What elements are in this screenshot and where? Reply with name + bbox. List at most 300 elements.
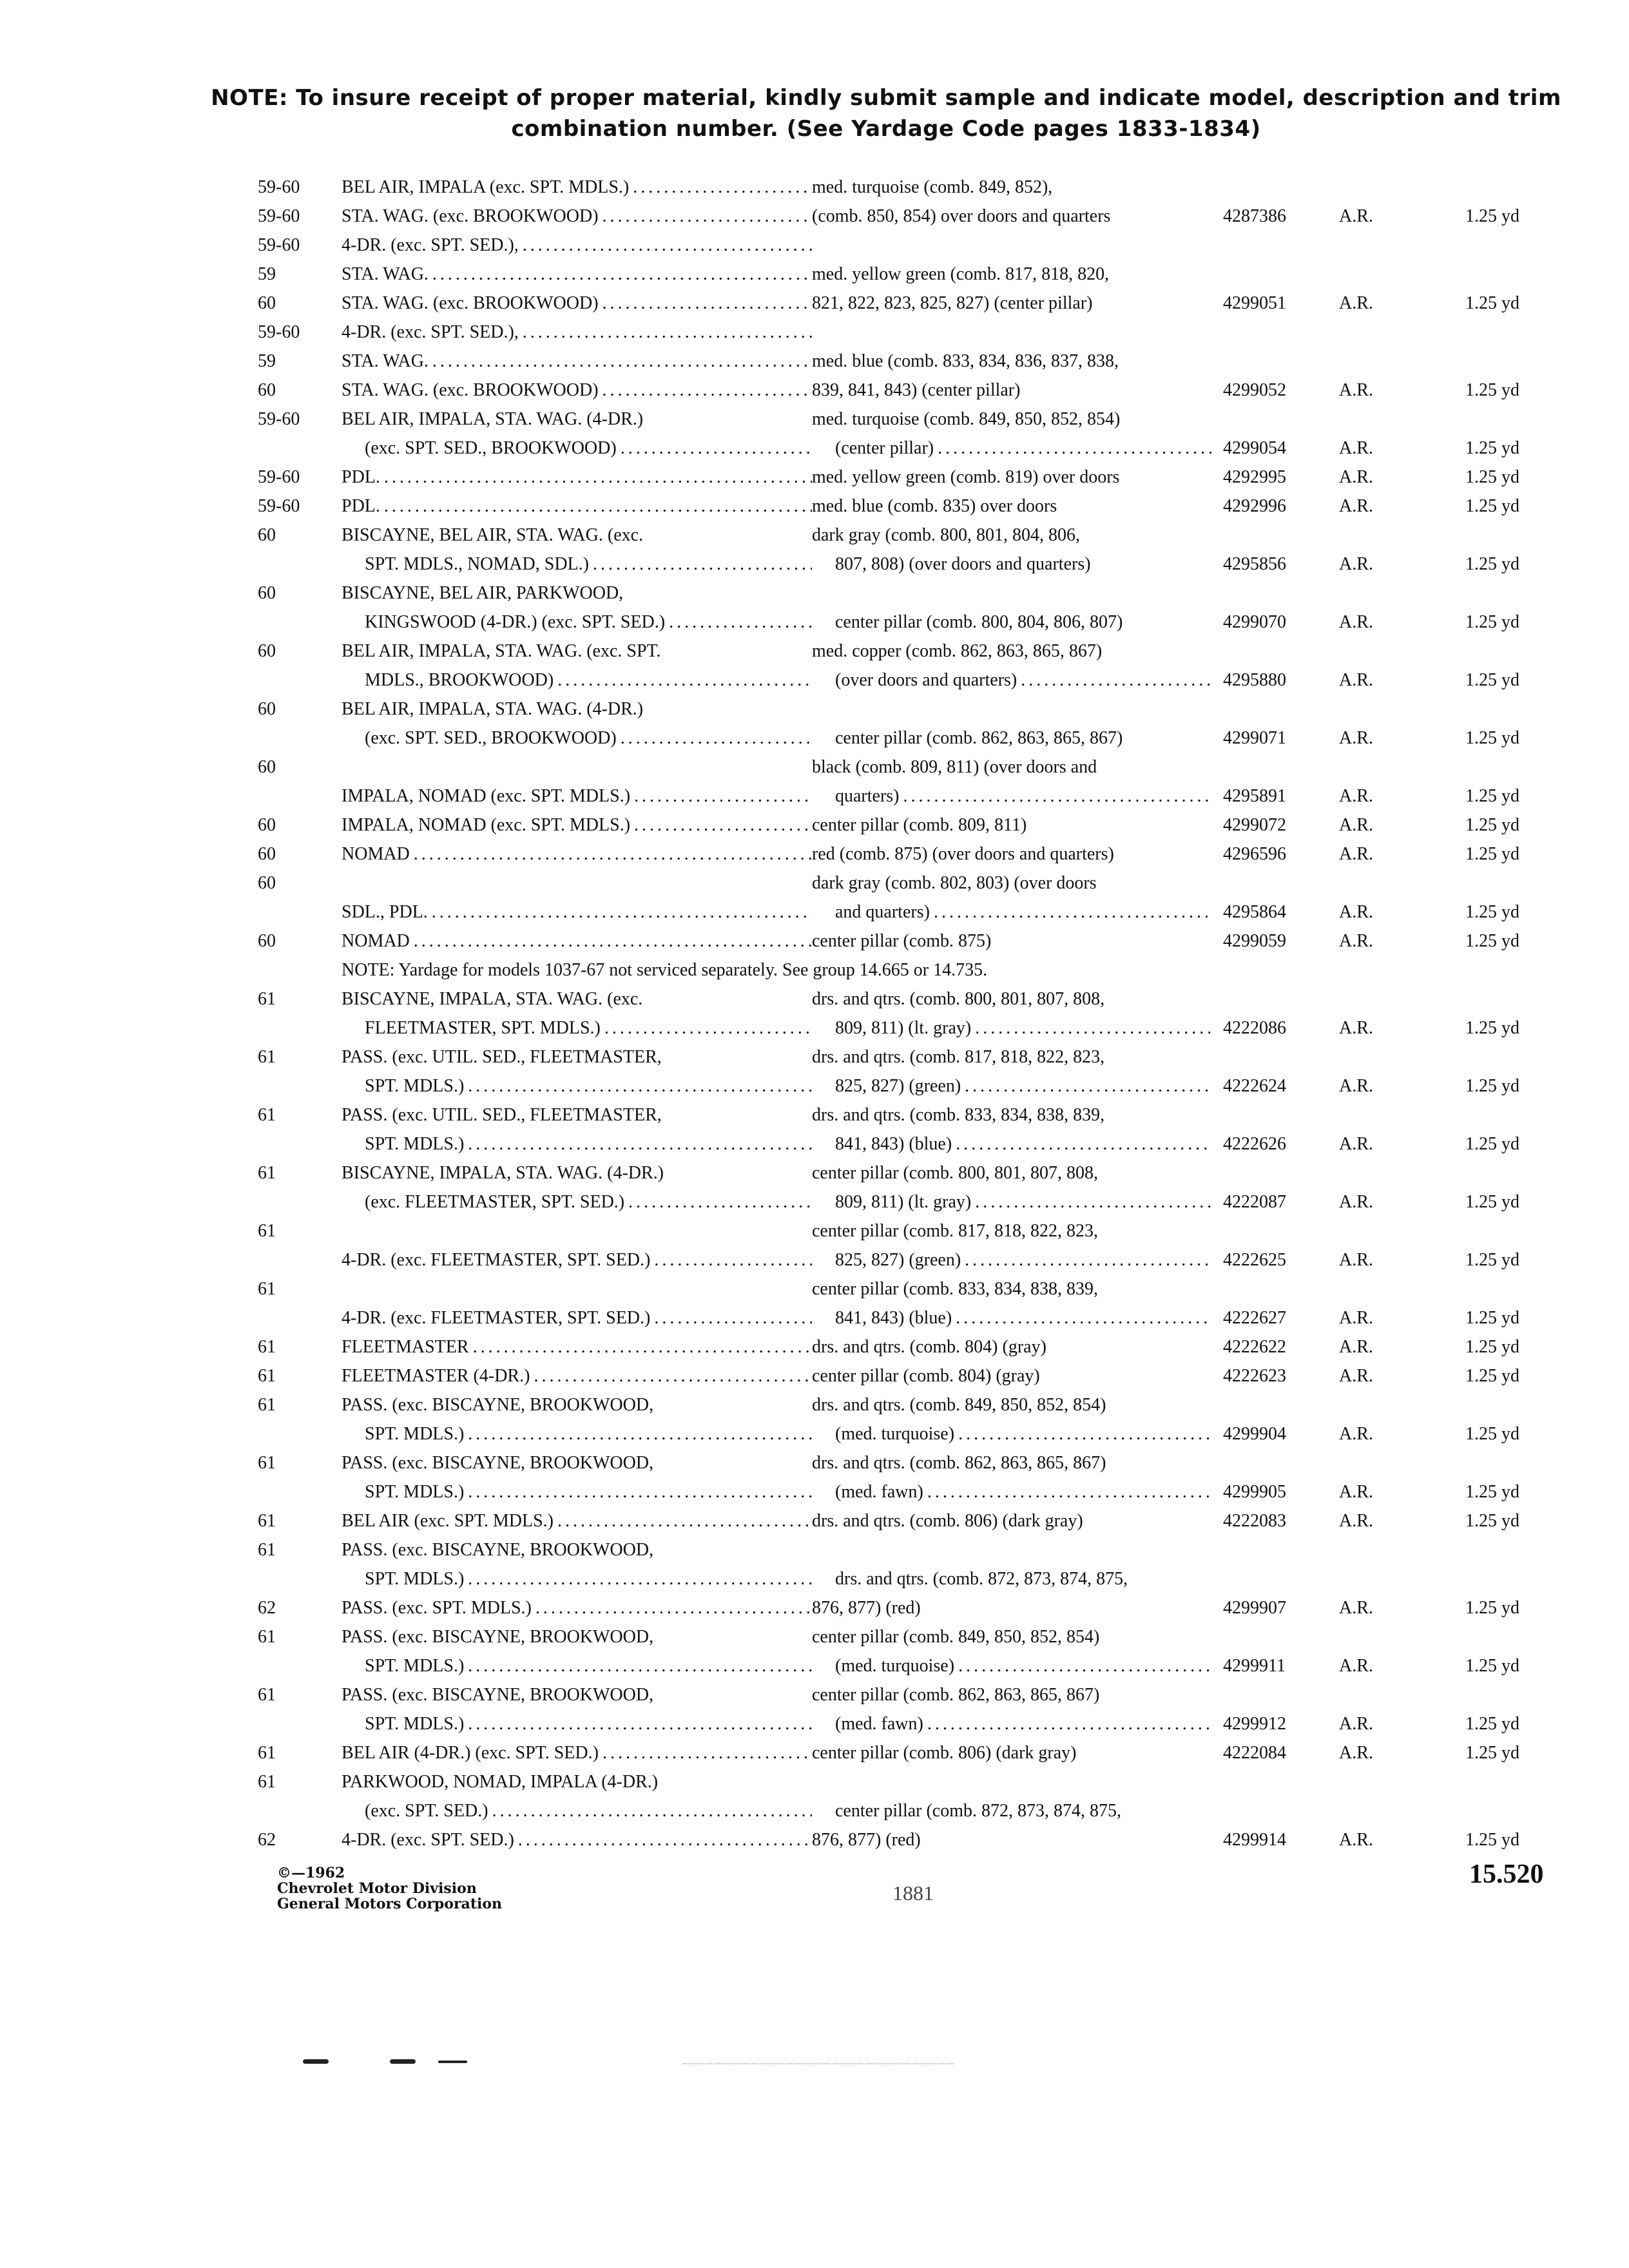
description-cell (812, 637, 1211, 695)
quantity: A.R. (1339, 1830, 1373, 1850)
model-text: PASS. (exc. BISCAYNE, BROOKWOOD, (342, 1540, 654, 1560)
model-cell (342, 579, 812, 637)
description-text: center pillar (comb. 875) (812, 931, 992, 951)
description-text: med. turquoise (comb. 849, 852), (812, 177, 1053, 197)
yardage: 1.25 yd (1465, 1656, 1519, 1676)
table-row (258, 1448, 1553, 1506)
quantity: A.R. (1339, 1308, 1373, 1328)
table-row (258, 985, 1553, 1043)
yardage: 1.25 yd (1465, 293, 1519, 313)
yardage: 1.25 yd (1465, 1337, 1519, 1357)
quantity: A.R. (1339, 612, 1373, 632)
scan-mark (390, 2059, 416, 2064)
dot-leader (589, 550, 812, 579)
dot-leader (519, 231, 812, 260)
model-cell (342, 347, 812, 376)
description-cell (812, 1361, 1211, 1390)
part-number: 4299072 (1223, 815, 1286, 835)
yardage: 1.25 yd (1465, 1192, 1519, 1212)
description-cell (812, 405, 1211, 463)
description-text: (over doors and quarters) (835, 670, 1017, 690)
model-line (342, 289, 812, 318)
description-cell (812, 811, 1211, 840)
part-number: 4292995 (1223, 467, 1286, 487)
description-line (812, 637, 1211, 666)
year-cell: 60 (258, 844, 276, 864)
dot-leader (961, 1072, 1211, 1100)
description-text: 876, 877) (red) (812, 1830, 921, 1850)
dot-leader (428, 898, 812, 927)
model-cell (342, 521, 812, 579)
model-cell (342, 927, 812, 956)
model-cell (342, 231, 812, 260)
description-text: (comb. 850, 854) over doors and quarters (812, 206, 1111, 226)
description-cell (812, 1593, 1211, 1622)
part-number: 4299905 (1223, 1482, 1286, 1502)
quantity: A.R. (1339, 1714, 1373, 1734)
scan-mark (438, 2061, 467, 2063)
model-line (342, 1796, 812, 1825)
model-line (342, 202, 812, 231)
year-cell: 61 (258, 1540, 276, 1560)
dot-leader (488, 1796, 812, 1825)
part-number: 4222622 (1223, 1337, 1286, 1357)
division-name: Chevrolet Motor Division (277, 1880, 477, 1897)
description-cell (812, 1216, 1211, 1274)
model-text: IMPALA, NOMAD (exc. SPT. MDLS.) (342, 786, 631, 806)
description-line (812, 405, 1211, 434)
model-line (342, 1564, 812, 1593)
model-cell (342, 1622, 812, 1680)
description-text: center pillar (comb. 849, 850, 852, 854) (812, 1627, 1100, 1647)
description-text: drs. and qtrs. (comb. 800, 801, 807, 808, (812, 989, 1105, 1009)
description-line (812, 173, 1211, 202)
quantity: A.R. (1339, 1598, 1373, 1618)
description-cell (812, 579, 1211, 637)
description-text: center pillar (comb. 800, 804, 806, 807) (835, 612, 1123, 632)
description-text: (med. turquoise) (835, 1656, 955, 1676)
year-cell: 61 (258, 1221, 276, 1241)
table-row (258, 1332, 1553, 1361)
yardage: 1.25 yd (1465, 1830, 1519, 1850)
model-line (342, 927, 812, 956)
part-number: 4295880 (1223, 670, 1286, 690)
description-text: quarters) (835, 786, 900, 806)
description-line (812, 1100, 1211, 1129)
dot-leader (464, 1419, 812, 1448)
yardage: 1.25 yd (1465, 902, 1519, 922)
model-cell (342, 1767, 812, 1825)
description-line (812, 1709, 1211, 1738)
model-cell (342, 840, 812, 869)
part-number: 4299051 (1223, 293, 1286, 313)
model-text: PASS. (exc. BISCAYNE, BROOKWOOD, (342, 1453, 654, 1473)
model-text: STA. WAG. (exc. BROOKWOOD) (342, 293, 599, 313)
description-text: drs. and qtrs. (comb. 833, 834, 838, 839, (812, 1105, 1105, 1125)
page-number: 1881 (892, 1881, 934, 1905)
year-cell: 61 (258, 1395, 276, 1415)
dot-leader (971, 1014, 1211, 1043)
quantity: A.R. (1339, 728, 1373, 748)
description-cell (812, 492, 1211, 521)
part-number: 4299912 (1223, 1714, 1286, 1734)
year-cell: 61 (258, 1453, 276, 1473)
table-row (258, 1158, 1553, 1216)
description-text: center pillar (comb. 806) (dark gray) (812, 1743, 1077, 1763)
quantity: A.R. (1339, 902, 1373, 922)
yardage: 1.25 yd (1465, 728, 1519, 748)
model-text: PASS. (exc. BISCAYNE, BROOKWOOD, (342, 1627, 654, 1647)
part-number: 4299904 (1223, 1424, 1286, 1444)
description-line (812, 1796, 1211, 1825)
part-number: 4222086 (1223, 1018, 1286, 1038)
yardage: 1.25 yd (1465, 1076, 1519, 1096)
description-line (812, 1332, 1211, 1361)
description-line (812, 347, 1211, 376)
description-line (812, 1158, 1211, 1187)
table-row (258, 1593, 1553, 1622)
description-text: 809, 811) (lt. gray) (835, 1018, 972, 1038)
part-number: 4299907 (1223, 1598, 1286, 1618)
dot-leader (464, 1129, 812, 1158)
part-number: 4287386 (1223, 206, 1286, 226)
table-row (258, 1535, 1553, 1593)
part-number: 4296596 (1223, 844, 1286, 864)
description-line (812, 695, 1211, 724)
description-cell (812, 260, 1211, 289)
dot-leader (1017, 666, 1211, 695)
dot-leader (380, 492, 812, 521)
description-line (812, 782, 1211, 811)
model-cell (342, 405, 812, 463)
table-row (258, 1825, 1553, 1854)
year-cell: 60 (258, 583, 276, 603)
quantity: A.R. (1339, 1018, 1373, 1038)
model-text: PDL. (342, 496, 380, 516)
yardage: 1.25 yd (1465, 1714, 1519, 1734)
dot-leader (665, 608, 812, 637)
year-cell: 61 (258, 1105, 276, 1125)
model-cell (342, 318, 812, 347)
year-cell: 59-60 (258, 235, 300, 255)
model-line (342, 1738, 812, 1767)
model-line (342, 898, 812, 927)
model-cell (342, 1361, 812, 1390)
description-text: drs. and qtrs. (comb. 872, 873, 874, 875, (835, 1569, 1128, 1589)
table-row (258, 173, 1553, 202)
model-line (342, 1043, 812, 1072)
model-text: PDL. (342, 467, 380, 487)
model-cell (342, 1593, 812, 1622)
parts-list (258, 173, 1553, 1854)
note-text: NOTE: Yardage for models 1037-67 not serviced separately. See group 14.665 or 14.735. (342, 960, 988, 980)
year-cell: 62 (258, 1598, 276, 1618)
year-cell: 60 (258, 293, 276, 313)
dot-leader (464, 1709, 812, 1738)
description-text: drs. and qtrs. (comb. 849, 850, 852, 854) (812, 1395, 1106, 1415)
quantity: A.R. (1339, 1482, 1373, 1502)
yardage: 1.25 yd (1465, 496, 1519, 516)
description-text: 821, 822, 823, 825, 827) (center pillar) (812, 293, 1093, 313)
model-line (342, 1187, 812, 1216)
description-line (812, 463, 1211, 492)
model-cell (342, 1303, 812, 1332)
table-row (258, 1622, 1553, 1680)
model-text: 4-DR. (exc. FLEETMASTER, SPT. SED.) (342, 1308, 651, 1328)
model-line (342, 173, 812, 202)
description-line (812, 1274, 1211, 1303)
year-cell: 59-60 (258, 177, 300, 197)
yardage: 1.25 yd (1465, 1511, 1519, 1531)
model-line (342, 318, 812, 347)
yardage: 1.25 yd (1465, 1308, 1519, 1328)
description-cell (812, 1043, 1211, 1100)
table-row (258, 492, 1553, 521)
description-text: (med. turquoise) (835, 1424, 955, 1444)
description-cell (812, 1680, 1211, 1738)
model-text: BEL AIR (exc. SPT. MDLS.) (342, 1511, 554, 1531)
model-text: SPT. MDLS.) (365, 1714, 465, 1734)
year-cell: 61 (258, 1627, 276, 1647)
description-line (812, 1043, 1211, 1072)
model-text: 4-DR. (exc. SPT. SED.) (342, 1830, 514, 1850)
description-cell (812, 173, 1211, 202)
part-number: 4222626 (1223, 1134, 1286, 1154)
model-cell (342, 1332, 812, 1361)
yardage: 1.25 yd (1465, 1366, 1519, 1386)
quantity: A.R. (1339, 438, 1373, 458)
dot-leader (532, 1593, 812, 1622)
description-line (812, 1535, 1211, 1564)
dot-leader (650, 1303, 812, 1332)
model-text: BISCAYNE, IMPALA, STA. WAG. (4-DR.) (342, 1163, 664, 1183)
model-cell (342, 173, 812, 202)
model-cell (342, 1680, 812, 1738)
model-line (342, 1245, 812, 1274)
part-number: 4222623 (1223, 1366, 1286, 1386)
model-line (342, 231, 812, 260)
quantity: A.R. (1339, 1366, 1373, 1386)
quantity: A.R. (1339, 293, 1373, 313)
description-line (812, 1738, 1211, 1767)
year-cell: 59-60 (258, 206, 300, 226)
model-text: 4-DR. (exc. SPT. SED.), (342, 235, 519, 255)
dot-leader (464, 1564, 812, 1593)
dot-leader (601, 1014, 812, 1043)
dot-leader (954, 1419, 1211, 1448)
model-text: MDLS., BROOKWOOD) (365, 670, 554, 690)
part-number: 4295864 (1223, 902, 1286, 922)
quantity: A.R. (1339, 1192, 1373, 1212)
description-cell (812, 869, 1211, 927)
yardage: 1.25 yd (1465, 786, 1519, 806)
description-cell (812, 289, 1211, 318)
table-row (258, 840, 1553, 869)
table-row (258, 347, 1553, 376)
table-row (258, 521, 1553, 579)
model-text: SPT. MDLS.) (365, 1076, 465, 1096)
part-number: 4222624 (1223, 1076, 1286, 1096)
model-cell (342, 811, 812, 840)
description-cell (812, 521, 1211, 579)
description-line (812, 550, 1211, 579)
model-cell (342, 1738, 812, 1767)
model-line (342, 463, 812, 492)
dot-leader (429, 260, 812, 289)
part-number: 4299914 (1223, 1830, 1286, 1850)
quantity: A.R. (1339, 496, 1373, 516)
description-line (812, 1419, 1211, 1448)
model-text: STA. WAG. (342, 264, 429, 284)
description-text: med. blue (comb. 833, 834, 836, 837, 838, (812, 351, 1119, 371)
model-text: SPT. MDLS., NOMAD, SDL.) (365, 554, 589, 574)
model-line (342, 811, 812, 840)
table-row (258, 318, 1553, 347)
model-text: PASS. (exc. BISCAYNE, BROOKWOOD, (342, 1395, 654, 1415)
description-text: (med. fawn) (835, 1714, 923, 1734)
model-text: 4-DR. (exc. FLEETMASTER, SPT. SED.) (342, 1250, 651, 1270)
model-text: BEL AIR (4-DR.) (exc. SPT. SED.) (342, 1743, 599, 1763)
description-line (812, 1187, 1211, 1216)
model-text: IMPALA, NOMAD (exc. SPT. MDLS.) (342, 815, 631, 835)
section-code: 15.520 (1469, 1860, 1544, 1889)
model-line (342, 1477, 812, 1506)
table-row (258, 956, 1553, 985)
model-text: SPT. MDLS.) (365, 1134, 465, 1154)
dot-leader (923, 1477, 1211, 1506)
model-line (342, 1303, 812, 1332)
description-text: red (comb. 875) (over doors and quarters) (812, 844, 1114, 864)
year-cell: 61 (258, 989, 276, 1009)
description-line (812, 1448, 1211, 1477)
description-line (812, 1361, 1211, 1390)
model-line (342, 1361, 812, 1390)
part-number: 4299071 (1223, 728, 1286, 748)
description-text: med. copper (comb. 862, 863, 865, 867) (812, 641, 1103, 661)
model-text: (exc. FLEETMASTER, SPT. SED.) (365, 1192, 625, 1212)
dot-leader (952, 1129, 1211, 1158)
footer-publisher (277, 1865, 502, 1912)
description-cell (812, 1332, 1211, 1361)
description-cell (812, 753, 1211, 811)
description-cell (812, 347, 1211, 376)
model-text: STA. WAG. (exc. BROOKWOOD) (342, 206, 599, 226)
model-text: BEL AIR, IMPALA (exc. SPT. MDLS.) (342, 177, 630, 197)
dot-leader (934, 434, 1211, 463)
table-row (258, 869, 1553, 927)
model-cell (342, 376, 812, 405)
model-line (342, 521, 812, 550)
model-line (342, 695, 812, 724)
dot-leader (554, 1506, 812, 1535)
description-text: med. turquoise (comb. 849, 850, 852, 854) (812, 409, 1121, 429)
year-cell: 60 (258, 699, 276, 719)
yardage: 1.25 yd (1465, 467, 1519, 487)
description-text: (med. fawn) (835, 1482, 923, 1502)
description-line (812, 1303, 1211, 1332)
model-line (342, 666, 812, 695)
description-text: 841, 843) (blue) (835, 1134, 952, 1154)
description-text: and quarters) (835, 902, 930, 922)
model-text: (exc. SPT. SED., BROOKWOOD) (365, 438, 617, 458)
description-line (812, 521, 1211, 550)
description-line (812, 666, 1211, 695)
header-note: NOTE: To insure receipt of proper material, kindly submit sample and indicate model, description and trim combination number. (See Yardage Code pages 1833-1834) (211, 85, 1561, 142)
description-cell (812, 840, 1211, 869)
description-text: drs. and qtrs. (comb. 804) (gray) (812, 1337, 1046, 1357)
dot-leader (410, 840, 812, 869)
model-line (342, 1390, 812, 1419)
model-line (342, 1072, 812, 1100)
quantity: A.R. (1339, 844, 1373, 864)
model-line (342, 1129, 812, 1158)
yardage: 1.25 yd (1465, 931, 1519, 951)
model-text: STA. WAG. (exc. BROOKWOOD) (342, 380, 599, 400)
model-text: (exc. SPT. SED.) (365, 1801, 488, 1821)
model-line (342, 1651, 812, 1680)
year-cell: 61 (258, 1772, 276, 1792)
year-cell: 61 (258, 1279, 276, 1299)
yardage: 1.25 yd (1465, 380, 1519, 400)
description-line (812, 840, 1211, 869)
model-line (342, 1332, 812, 1361)
table-row (258, 927, 1553, 956)
description-line (812, 202, 1211, 231)
model-line (342, 1419, 812, 1448)
description-text: drs. and qtrs. (comb. 862, 863, 865, 867) (812, 1453, 1106, 1473)
table-row (258, 1767, 1553, 1825)
table-row (258, 1738, 1553, 1767)
description-line (812, 1680, 1211, 1709)
model-cell (342, 1448, 812, 1506)
table-row (258, 579, 1553, 637)
year-cell: 61 (258, 1163, 276, 1183)
model-line (342, 608, 812, 637)
model-line (342, 1593, 812, 1622)
description-text: center pillar (comb. 872, 873, 874, 875, (835, 1801, 1122, 1821)
model-text: SPT. MDLS.) (365, 1569, 465, 1589)
model-text: SPT. MDLS.) (365, 1656, 465, 1676)
description-text: center pillar (comb. 862, 863, 865, 867) (812, 1685, 1100, 1705)
dot-leader (630, 811, 812, 840)
description-line (812, 608, 1211, 637)
model-cell (342, 492, 812, 521)
model-cell (342, 898, 812, 927)
quantity: A.R. (1339, 931, 1373, 951)
table-row (258, 1680, 1553, 1738)
model-text: SPT. MDLS.) (365, 1424, 465, 1444)
dot-leader (617, 434, 812, 463)
description-cell (812, 1274, 1211, 1332)
yardage: 1.25 yd (1465, 815, 1519, 835)
dot-leader (514, 1825, 812, 1854)
part-number: 4222627 (1223, 1308, 1286, 1328)
yardage: 1.25 yd (1465, 1598, 1519, 1618)
description-line (812, 289, 1211, 318)
description-text: 876, 877) (red) (812, 1598, 921, 1618)
description-text: 825, 827) (green) (835, 1076, 961, 1096)
year-cell: 60 (258, 525, 276, 545)
description-cell (812, 1390, 1211, 1448)
description-line (812, 1072, 1211, 1100)
year-cell: 59-60 (258, 496, 300, 516)
description-text: 809, 811) (lt. gray) (835, 1192, 972, 1212)
description-text: center pillar (comb. 833, 834, 838, 839, (812, 1279, 1099, 1299)
dot-leader (954, 1651, 1211, 1680)
table-row (258, 260, 1553, 289)
quantity: A.R. (1339, 554, 1373, 574)
model-line (342, 1825, 812, 1854)
